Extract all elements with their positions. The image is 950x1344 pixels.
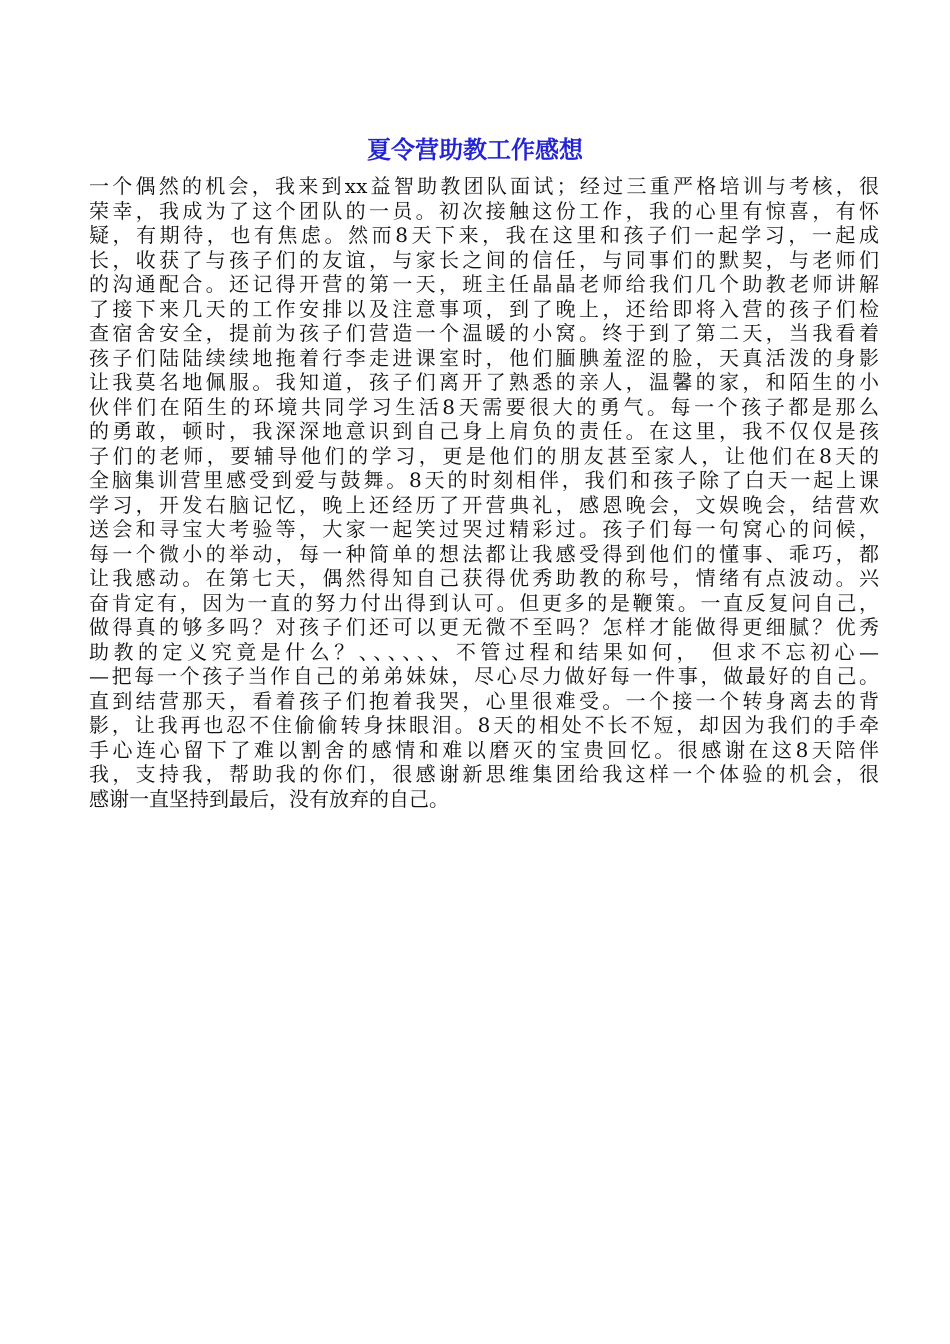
body-line: 每一个微小的举动，每一种简单的想法都让我感受得到他们的懂事、乖巧，都 xyxy=(89,541,879,566)
body-line: 了接下来几天的工作安排以及注意事项，到了晚上，还给即将入营的孩子们检 xyxy=(89,296,879,321)
body-line: 让我莫名地佩服。我知道，孩子们离开了熟悉的亲人，温馨的家，和陌生的小 xyxy=(89,370,879,394)
body-line: 手心连心留下了难以割舍的感情和难以磨灭的宝贵回忆。很感谢在这8天陪伴 xyxy=(89,737,879,762)
body-line: 查宿舍安全，提前为孩子们营造一个温暖的小窝。终于到了第二天，当我看着 xyxy=(89,321,879,345)
body-line: 直到结营那天，看着孩子们抱着我哭，心里很难受。一个接一个转身离去的背 xyxy=(89,688,879,713)
body-line: 助教的定义究竟是什么？、、、、、、不管过程和结果如何， 但求不忘初心— xyxy=(89,639,879,664)
body-line: 的勇敢，顿时，我深深地意识到自己身上肩负的责任。在这里，我不仅仅是孩 xyxy=(89,419,879,443)
body-line: 送会和寻宝大考验等，大家一起笑过哭过精彩过。孩子们每一句窝心的问候， xyxy=(89,517,879,541)
body-line: 影，让我再也忍不住偷偷转身抹眼泪。8天的相处不长不短，却因为我们的手牵 xyxy=(89,713,879,737)
body-line: 荣幸，我成为了这个团队的一员。初次接触这份工作，我的心里有惊喜，有怀 xyxy=(89,198,879,223)
body-line: 一个偶然的机会，我来到xx益智助教团队面试；经过三重严格培训与考核，很 xyxy=(89,174,879,198)
body-line: 孩子们陆陆续续地拖着行李走进课室时，他们腼腆羞涩的脸，天真活泼的身影 xyxy=(89,345,879,370)
body-line: 全脑集训营里感受到爱与鼓舞。8天的时刻相伴，我们和孩子除了白天一起上课 xyxy=(89,468,879,492)
body-line: 我，支持我，帮助我的你们，很感谢新思维集团给我这样一个体验的机会，很 xyxy=(89,762,879,786)
document-body xyxy=(89,174,879,811)
body-line: —把每一个孩子当作自己的弟弟妹妹，尽心尽力做好每一件事，做最好的自己。 xyxy=(89,664,879,688)
body-line: 伙伴们在陌生的环境共同学习生活8天需要很大的勇气。每一个孩子都是那么 xyxy=(89,394,879,419)
body-line: 奋肯定有，因为一直的努力付出得到认可。但更多的是鞭策。一直反复问自己， xyxy=(89,590,879,615)
document-title: 夏令营助教工作感想 xyxy=(367,136,583,164)
body-line: 的沟通配合。还记得开营的第一天，班主任晶晶老师给我们几个助教老师讲解 xyxy=(89,272,879,296)
body-line: 让我感动。在第七天，偶然得知自己获得优秀助教的称号，情绪有点波动。兴 xyxy=(89,566,879,590)
body-line: 学习，开发右脑记忆，晚上还经历了开营典礼，感恩晚会，文娱晚会，结营欢 xyxy=(89,492,879,517)
body-line: 长，收获了与孩子们的友谊，与家长之间的信任，与同事们的默契，与老师们 xyxy=(89,247,879,272)
body-line: 疑，有期待，也有焦虑。然而8天下来，我在这里和孩子们一起学习，一起成 xyxy=(89,223,879,247)
body-line: 做得真的够多吗？对孩子们还可以更无微不至吗？怎样才能做得更细腻？优秀 xyxy=(89,615,879,639)
body-line: 子们的老师，要辅导他们的学习，更是他们的朋友甚至家人，让他们在8天的 xyxy=(89,443,879,468)
body-line: 感谢一直坚持到最后，没有放弃的自己。 xyxy=(89,786,449,811)
